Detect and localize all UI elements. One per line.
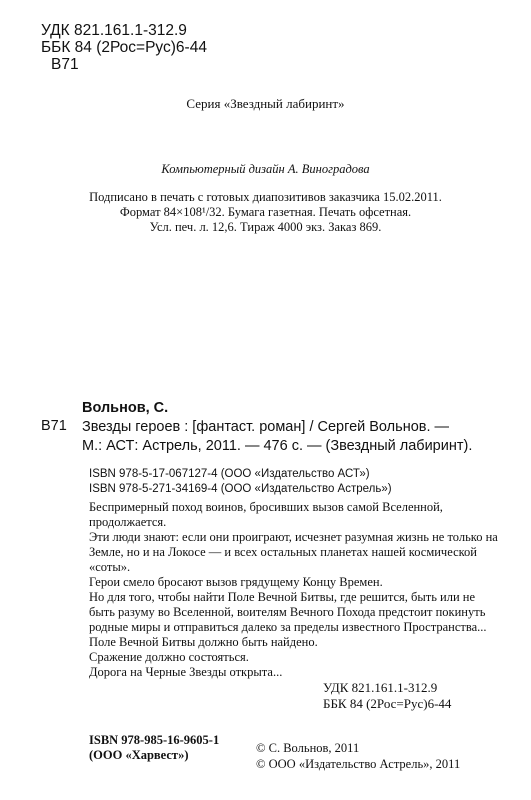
udk-code-bottom: УДК 821.161.1-312.9 — [323, 680, 438, 695]
annotation — [89, 500, 499, 680]
annotation-paragraph: Сражение должно состояться. — [89, 650, 249, 664]
copyright-block — [256, 740, 460, 772]
copyright-publisher: © ООО «Издательство Астрель», 2011 — [256, 757, 461, 771]
copyright-author: © С. Вольнов, 2011 — [256, 741, 360, 755]
udk-code: УДК 821.161.1-312.9 — [41, 22, 187, 39]
annotation-paragraph: Эти люди знают: если они проиграют, исчезнет разумная жизнь не только на Земле, но и на Локосе — и всех остальных планетах нашей космической «соты». — [89, 530, 498, 574]
isbn-astrel: ISBN 978-5-271-34169-4 (ООО «Издательство Астрель») — [89, 483, 392, 495]
annotation-paragraph: Поле Вечной Битвы должно быть найдено. — [89, 635, 318, 649]
print-details — [0, 190, 531, 235]
isbn-harvest: ISBN 978-985-16-9605-1 — [89, 733, 220, 747]
designer-credit: Компьютерный дизайн А. Виноградова — [161, 162, 370, 176]
publisher-harvest: (ООО «Харвест») — [89, 748, 189, 762]
bibliographic-description — [82, 418, 472, 456]
author-mark: В71 — [51, 56, 79, 73]
isbn-list — [89, 467, 392, 497]
print-details-line: Усл. печ. л. 12,6. Тираж 4000 экз. Заказ 869. — [149, 220, 382, 234]
series-title: Серия «Звездный лабиринт» — [186, 96, 345, 111]
classification-bottom — [323, 680, 451, 712]
isbn-ast: ISBN 978-5-17-067127-4 (ООО «Издательство АСТ») — [89, 468, 370, 480]
annotation-paragraph: Беспримерный поход воинов, бросивших вызов самой Вселенной, продолжается. — [89, 500, 443, 529]
annotation-paragraph: Дорога на Черные Звезды открыта... — [89, 665, 283, 679]
print-details-line: Формат 84×108¹/32. Бумага газетная. Печать офсетная. — [119, 205, 412, 219]
bibliographic-line: Звезды героев : [фантаст. роман] / Сергей Вольнов. — — [82, 419, 450, 435]
annotation-paragraph: Но для того, чтобы найти Поле Вечной Битвы, где решится, быть или не быть разуму во Вселенной, вoителям Вечного Похода предстоит покинуть родные миры и отправиться далеко за пределы известного Пространства... — [89, 590, 487, 634]
bibliographic-line: М.: АСТ: Астрель, 2011. — 476 с. — (Звездный лабиринт). — [82, 438, 473, 454]
bbk-code-bottom: ББК 84 (2Рос=Рус)6-44 — [323, 696, 452, 711]
isbn-harvest-block — [89, 733, 219, 763]
author-heading: Вольнов, С. — [82, 400, 169, 416]
bibliographic-code: В71 — [41, 418, 67, 434]
print-details-line: Подписано в печать с готовых диапозитивов заказчика 15.02.2011. — [89, 190, 442, 204]
annotation-paragraph: Герои смело бросают вызов грядущему Концу Времен. — [89, 575, 383, 589]
bbk-code: ББК 84 (2Рос=Рус)6-44 — [41, 39, 207, 56]
classification-block — [41, 22, 207, 73]
